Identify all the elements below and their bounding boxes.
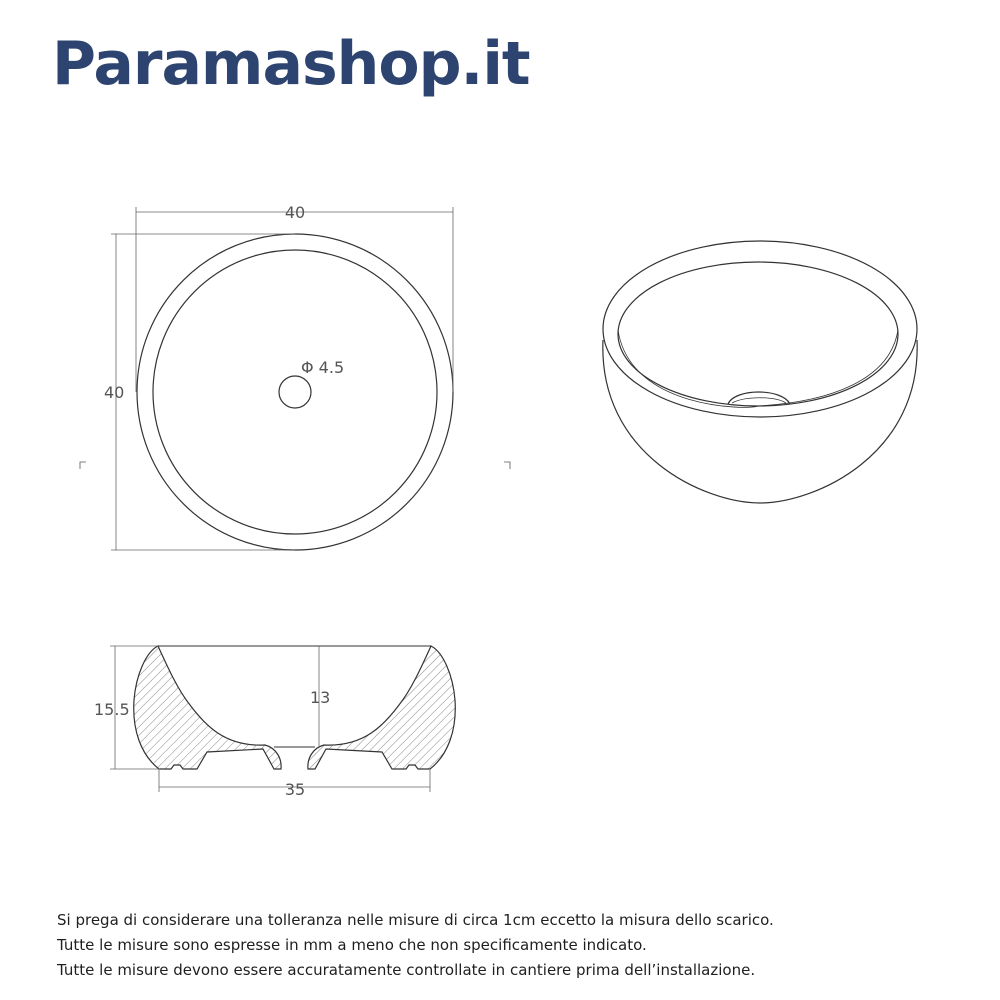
basin-inner-rim [153, 250, 437, 534]
bowl-outer-rim [603, 241, 917, 417]
corner-mark-right [504, 462, 510, 469]
note-line: Tutte le misure devono essere accuratamente controllate in cantiere prima dell’installazione. [57, 961, 756, 979]
top-height-dimension [111, 234, 295, 550]
perspective-view [603, 241, 917, 503]
section-height-label: 15.5 [94, 700, 130, 719]
basin-outer-rim [137, 234, 453, 550]
section-base-label: 35 [284, 780, 306, 799]
drain-hole [279, 376, 311, 408]
section-left-wall [134, 646, 281, 769]
disclaimer-notes [57, 908, 774, 983]
bowl-inner-rim [618, 262, 898, 406]
section-view [110, 646, 455, 792]
top-height-label: 40 [104, 383, 125, 402]
top-width-label: 40 [284, 203, 306, 222]
note-line: Si prega di considerare una tolleranza nelle misure di circa 1cm eccetto la misura dello scarico. [57, 911, 774, 929]
bowl-body-outline [603, 340, 917, 503]
section-depth-label: 13 [310, 688, 331, 707]
note-line: Tutte le misure sono espresse in mm a meno che non specificamente indicato. [57, 936, 647, 954]
bowl-inner-shadow-line [618, 330, 898, 407]
corner-mark-left [80, 462, 86, 469]
drain-diameter-label: Φ 4.5 [301, 358, 345, 377]
top-view [80, 207, 510, 550]
section-right-wall [308, 646, 455, 769]
top-width-dimension [136, 207, 453, 392]
brand-logo: Paramashop.it [52, 29, 530, 99]
